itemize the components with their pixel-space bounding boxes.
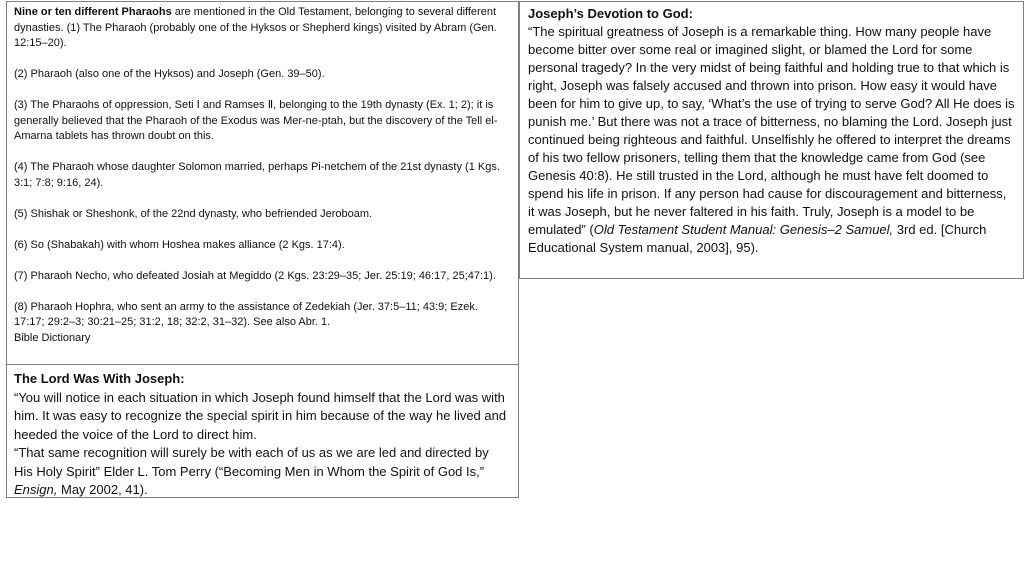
devotion-body bbox=[528, 23, 1015, 257]
devotion-cite-italic: Old Testament Student Manual: Genesis–2 Samuel, bbox=[593, 222, 894, 237]
pharaoh-item-8: (8) Pharaoh Hophra, who sent an army to the assistance of Zedekiah (Jer. 37:5–11; 43:9; Ezek. 17:17; 29:2–3; 30:21–25; 31:2, 18; 32:2, 31–32). See also Abr. 1. bbox=[14, 300, 478, 328]
lord-quote-source-italic: Ensign, bbox=[14, 482, 58, 497]
devotion-box bbox=[519, 1, 1024, 279]
pharaohs-intro bbox=[14, 5, 511, 52]
pharaoh-item-2: (2) Pharaoh (also one of the Hyksos) and Joseph (Gen. 39–50). bbox=[14, 68, 325, 80]
lord-quote-text: “That same recognition will surely be with each of us as we are led and directed by His Holy Spirit” Elder L. Tom Perry (“Becoming Men in Whom the Spirit of God Is,” bbox=[14, 445, 489, 479]
pharaoh-item-6: (6) So (Shabakah) with whom Hoshea makes alliance (2 Kgs. 17:4). bbox=[14, 238, 345, 251]
lord-with-joseph-box bbox=[6, 364, 519, 498]
pharaohs-title: Nine or ten different Pharaohs bbox=[14, 6, 172, 18]
pharaohs-intro-text: are mentioned in the Old Testament, belonging to several different dynasties. (1) The Pharaoh (probably one of the Hyksos or Shepherd kings) visited by Abram (Gen. 12:15–20). bbox=[14, 6, 497, 49]
pharaoh-item-3: (3) The Pharaohs of oppression, Seti Ⅰ and Ramses Ⅱ, belonging to the 19th dynasty (Ex. 1; 2); it is generally believed that the Pharaoh of the Exodus was Mer-ne-ptah, but the discovery of the Tell el-Amarna tablets has thrown doubt on this. bbox=[14, 99, 498, 142]
pharaoh-item-7: (7) Pharaoh Necho, who defeated Josiah at Megiddo (2 Kgs. 23:29–35; Jer. 25:19; 46:17, 25;47:1). bbox=[14, 269, 496, 282]
lord-with-joseph-para1: “You will notice in each situation in which Joseph found himself that the Lord was with him. It was easy to recognize the special spirit in him because of the way he lived and heeded the voice of the Lord to direct him. bbox=[14, 389, 507, 442]
lord-with-joseph-para2 bbox=[14, 444, 511, 500]
devotion-quote: “The spiritual greatness of Joseph is a remarkable thing. How many people have become bitter over some real or imagined slight, or blamed the Lord for some personal tragedy? In the very midst of being faithful and holding true to that which is right, Joseph was falsely accused and thrown into prison. How easy it would have been for him to give up, to say, ‘What’s the use of trying to serve God? All He does is punish me.’ But there was not a trace of bitterness, no blaming the Lord. Joseph just continued being righteous and faithful. Unselfishly he offered to interpret the dreams of his two fellow prisoners, telling them that the knowledge came from God (see Genesis 40:8). He still trusted in the Lord, although he must have felt doomed to spend his life in prison. If any person had cause for discouragement and bitterness, it was Joseph, but he never faltered in his faith. Truly, Joseph is a model to be emulated” ( bbox=[528, 24, 1015, 237]
lord-quote-citation: May 2002, 41). bbox=[57, 482, 148, 497]
pharaohs-box bbox=[6, 1, 519, 365]
devotion-cite-end: 3rd ed. [Church Educational System manual, 2003], 95). bbox=[528, 222, 987, 255]
devotion-title: Joseph’s Devotion to God: bbox=[528, 6, 693, 21]
pharaoh-item-5: (5) Shishak or Sheshonk, of the 22nd dynasty, who befriended Jeroboam. bbox=[14, 207, 373, 220]
lord-with-joseph-title: The Lord Was With Joseph: bbox=[14, 371, 185, 386]
pharaohs-source: Bible Dictionary bbox=[14, 331, 91, 344]
pharaoh-item-4: (4) The Pharaoh whose daughter Solomon married, perhaps Pi-netchem of the 21st dynasty (1 Kgs. 3:1; 7:8; 9:16, 24). bbox=[14, 161, 500, 189]
